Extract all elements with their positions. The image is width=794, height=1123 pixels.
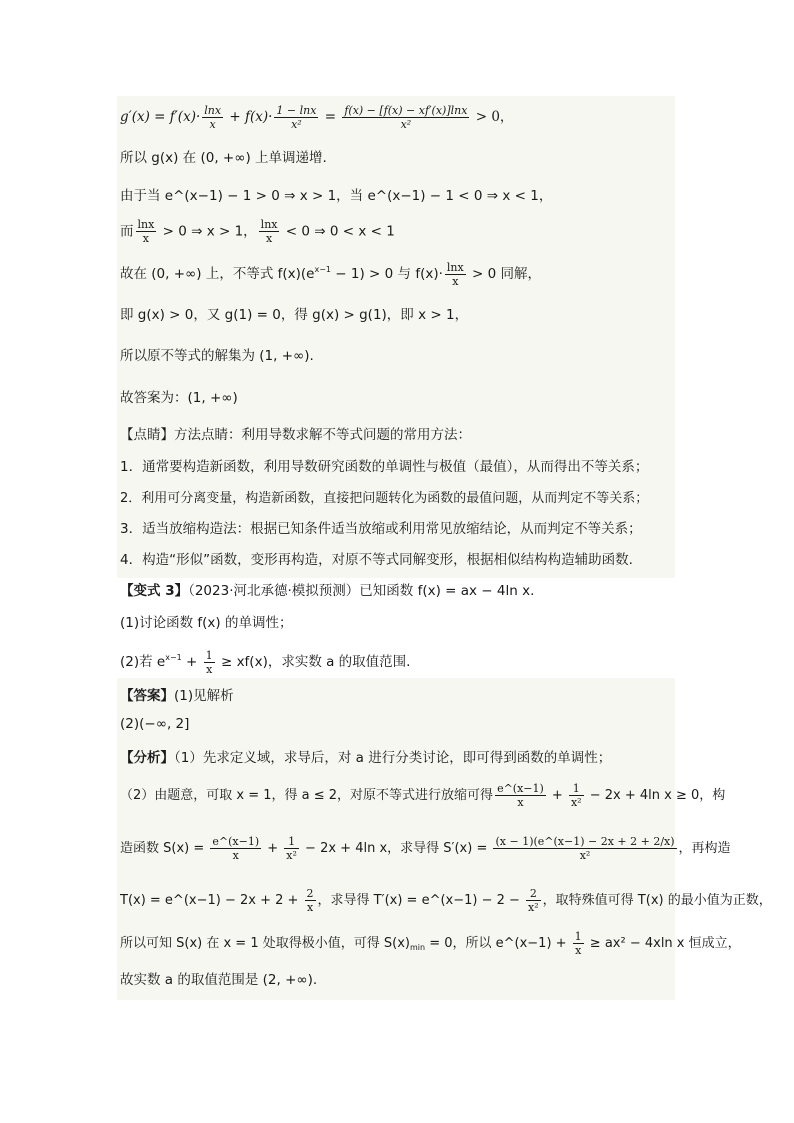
frac-num: 1 xyxy=(205,648,213,662)
frac-den: x² xyxy=(400,118,412,131)
frac-den: x xyxy=(575,944,582,957)
analysis-p1: （1）先求定义域，求导后，对 a 进行分类讨论，即可得到函数的单调性； xyxy=(174,750,612,766)
text-line: 所以原不等式的解集为 (1, +∞). xyxy=(120,348,314,364)
fraction xyxy=(495,782,546,809)
text-segment: (2)若 e xyxy=(120,654,166,670)
tip-item: 3．适当放缩构造法：根据已知条件适当放缩或利用常见放缩结论，从而判定不等关系； xyxy=(120,521,642,537)
text-line xyxy=(120,260,541,288)
fraction xyxy=(493,835,676,862)
frac-num: e^(x−1) xyxy=(212,835,260,848)
answer-label: 【答案】 xyxy=(120,688,174,704)
text-segment: < 0 ⇒ 0 < x < 1 xyxy=(281,223,395,240)
fraction xyxy=(274,104,318,131)
deriv-mid: + f(x)· xyxy=(225,109,273,125)
variant-label: 【变式 3】 xyxy=(120,583,189,599)
question-1: (1)讨论函数 f(x) 的单调性； xyxy=(120,615,293,631)
tip-item: 4．构造“形似”函数，变形再构造，对原不等式同解变形，根据相似结构构造辅助函数. xyxy=(120,552,633,568)
tip-heading: 【点睛】方法点睛：利用导数求解不等式问题的常用方法： xyxy=(120,427,471,443)
fraction xyxy=(204,649,215,676)
frac-num: 1 xyxy=(284,835,299,849)
subscript: min xyxy=(409,943,426,952)
analysis-p4 xyxy=(120,887,772,914)
text-line xyxy=(120,218,395,245)
frac-num: 1 − lnx xyxy=(276,104,317,117)
fraction xyxy=(445,261,466,288)
frac-num: lnx xyxy=(137,218,155,231)
analysis-p5 xyxy=(120,930,741,958)
fraction xyxy=(210,835,261,862)
derivative-line xyxy=(120,104,513,131)
fraction xyxy=(569,782,584,809)
answer-1: (1)见解析 xyxy=(174,688,234,704)
frac-num: lnx xyxy=(260,218,278,231)
fraction xyxy=(526,887,541,914)
analysis-p2 xyxy=(120,782,725,809)
question-2 xyxy=(120,648,410,676)
text-segment: ，求导得 T′(x) = e^(x−1) − 2 − xyxy=(317,893,525,908)
text-segment: > 0 同解， xyxy=(467,266,541,282)
frac-num: (x − 1)(e^(x−1) − 2x + 2 + 2/x) xyxy=(495,835,675,848)
frac-num: 1 xyxy=(574,930,582,943)
analysis-label: 【分析】 xyxy=(120,750,174,766)
text-segment: + xyxy=(547,788,567,803)
text-segment: > 0 ⇒ x > 1， xyxy=(158,223,257,240)
frac-den: x² xyxy=(570,796,582,809)
answer-heading xyxy=(120,686,234,706)
fraction xyxy=(136,218,157,245)
deriv-eq: = xyxy=(320,109,341,125)
fraction xyxy=(259,218,280,245)
frac-den: x xyxy=(232,849,239,862)
deriv-tail: > 0， xyxy=(471,109,514,125)
tip-item: 1．通常要构造新函数，利用导数研究函数的单调性与极值（最值），从而得出不等关系； xyxy=(120,459,649,475)
text-segment: （2）由题意，可取 x = 1，得 a ≤ 2，对原不等式进行放缩可得 xyxy=(120,788,494,803)
analysis-p6: 故实数 a 的取值范围是 (2, +∞). xyxy=(120,972,318,988)
frac-den: x² xyxy=(286,849,297,862)
analysis-p3 xyxy=(120,835,731,862)
text-segment: − 2x + 4ln x ≥ 0，构 xyxy=(585,788,726,803)
text-line: 故答案为：(1, +∞) xyxy=(120,390,238,406)
frac-den: x² xyxy=(528,901,539,914)
text-segment: + xyxy=(263,841,283,856)
text-segment: 所以可知 S(x) 在 x = 1 处取得极小值，可得 S(x) xyxy=(120,936,410,951)
tip-item: 2．利用可分离变量，构造新函数，直接把问题转化为函数的最值问题，从而判定不等关系； xyxy=(120,491,649,506)
text-segment: − 1) > 0 与 f(x)· xyxy=(331,266,443,282)
frac-den: x xyxy=(452,274,459,288)
frac-num: 1 xyxy=(569,782,584,796)
superscript: x−1 xyxy=(165,653,182,662)
fraction xyxy=(305,887,316,914)
frac-den: x xyxy=(306,901,314,914)
deriv-lhs: g′(x) = f′(x)· xyxy=(120,109,201,125)
frac-den: x xyxy=(206,662,213,676)
text-segment: T(x) = e^(x−1) − 2x + 2 + xyxy=(120,893,303,908)
text-segment: = 0，所以 e^(x−1) + xyxy=(425,936,571,951)
frac-den: x xyxy=(142,232,150,245)
frac-num: lnx xyxy=(446,260,464,274)
text-line: 即 g(x) > 0，又 g(1) = 0，得 g(x) > g(1)，即 x > 1， xyxy=(120,307,469,323)
text-line: 由于当 e^(x−1) − 1 > 0 ⇒ x > 1，当 e^(x−1) − 1 < 0 ⇒ x < 1， xyxy=(120,188,553,204)
text-segment: ，再构造 xyxy=(678,841,731,856)
analysis-heading xyxy=(120,748,611,768)
text-segment: 故在 (0, +∞) 上，不等式 f(x)(e xyxy=(120,266,315,282)
fraction xyxy=(202,104,223,131)
frac-num: e^(x−1) xyxy=(497,782,544,795)
answer-2: (2)(−∞, 2] xyxy=(120,716,190,732)
text-segment: ≥ ax² − 4xln x 恒成立， xyxy=(585,936,741,951)
fraction xyxy=(573,930,584,957)
text-line: 所以 g(x) 在 (0, +∞) 上单调递增. xyxy=(120,150,327,166)
variant-text: 已知函数 f(x) = ax − 4ln x. xyxy=(359,583,535,599)
text-segment: 造函数 S(x) = xyxy=(120,841,209,856)
fraction xyxy=(284,835,299,862)
frac-num: lnx xyxy=(204,104,222,117)
frac-num: 2 xyxy=(526,887,541,901)
text-segment: ，取特殊值可得 T(x) 的最小值为正数， xyxy=(542,893,772,908)
frac-num: f(x) − [f(x) − xf′(x)]lnx xyxy=(344,104,468,117)
variant-source: （2023·河北承德·模拟预测） xyxy=(188,583,360,599)
frac-den: x xyxy=(265,232,273,245)
text-segment: ≥ xf(x)，求实数 a 的取值范围. xyxy=(216,654,411,670)
frac-den: x² xyxy=(291,118,302,131)
superscript: x−1 xyxy=(314,265,332,274)
variant-heading xyxy=(120,581,534,601)
text-segment: 而 xyxy=(120,223,134,240)
frac-den: x² xyxy=(579,849,591,862)
frac-num: 2 xyxy=(306,887,314,900)
fraction xyxy=(342,104,469,131)
text-segment: − 2x + 4ln x，求导得 S′(x) = xyxy=(300,841,492,856)
frac-den: x xyxy=(517,796,524,809)
text-segment: + xyxy=(181,654,202,670)
frac-den: x xyxy=(209,118,216,131)
